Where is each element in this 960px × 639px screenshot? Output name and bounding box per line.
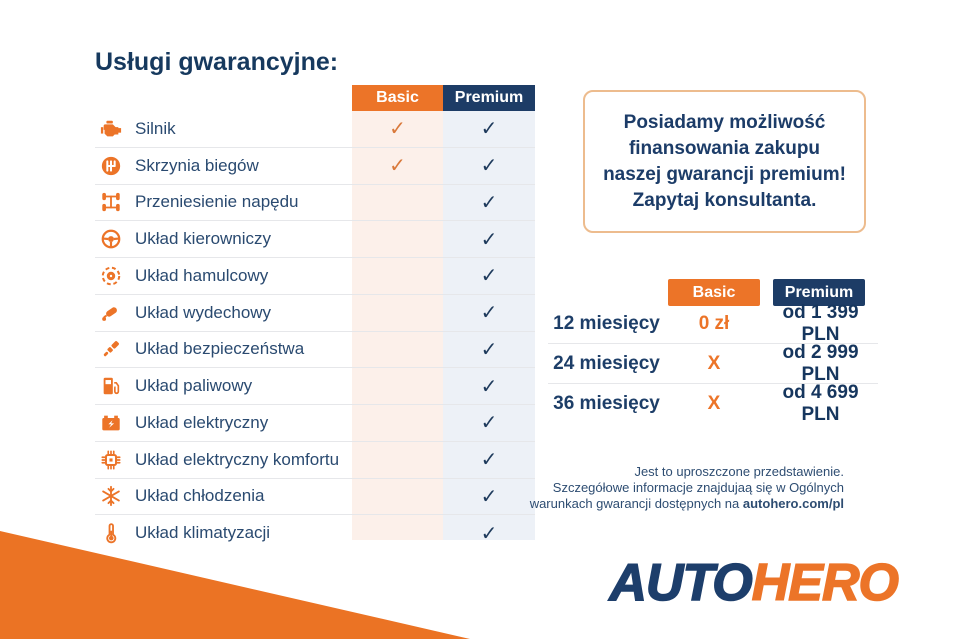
basic-check: ✓ — [389, 118, 406, 141]
table-row — [95, 332, 535, 369]
table-row — [95, 221, 535, 258]
premium-check: ✓ — [480, 522, 498, 545]
warranty-rows — [95, 111, 535, 551]
pricing-row — [548, 383, 878, 423]
pricing-premium-header: Premium — [773, 279, 865, 306]
table-row — [95, 515, 535, 551]
engine-icon — [100, 118, 122, 140]
snowflake-icon — [100, 485, 122, 507]
premium-check: ✓ — [480, 155, 498, 178]
footnote-line: Szczegółowe informacje znajdujaą się w Ogólnych — [552, 480, 844, 495]
warranty-item-label: Układ hamulcowy — [135, 265, 269, 285]
promo-line: Zapytaj konsultanta. — [632, 189, 817, 211]
promo-line: naszej gwarancji premium! — [603, 163, 846, 185]
footnote-line: Jest to uproszczone przedstawienie. — [634, 464, 844, 479]
pricing-premium-value: od 2 999 PLN — [782, 341, 859, 385]
table-row — [95, 148, 535, 185]
promo-line: finansowania zakupu — [628, 137, 821, 159]
basic-check: ✓ — [389, 155, 406, 178]
premium-check: ✓ — [480, 265, 498, 288]
warranty-item-label: Skrzynia biegów — [135, 155, 259, 175]
footnote-line — [500, 496, 844, 512]
drivetrain-icon — [100, 191, 122, 213]
premium-check: ✓ — [480, 118, 498, 141]
warranty-item-label: Układ wydechowy — [135, 302, 272, 322]
table-row — [95, 185, 535, 222]
chip-icon — [100, 449, 122, 471]
pricing-premium-value: od 1 399 PLN — [782, 301, 859, 345]
pricing-period-label: 36 miesięcy — [553, 392, 660, 414]
pricing-row — [548, 301, 878, 345]
pricing-premium-value: od 4 699 PLN — [782, 381, 859, 425]
pricing-rows — [548, 301, 878, 425]
battery-icon — [100, 412, 122, 434]
table-row — [95, 295, 535, 332]
pricing-basic-value: 0 zł — [698, 312, 730, 334]
footnote-line-prefix: warunkach gwarancji dostępnych na — [529, 496, 743, 511]
brake-disc-icon — [100, 265, 122, 287]
table-row — [95, 258, 535, 295]
warranty-item-label: Układ elektryczny komfortu — [135, 449, 340, 469]
premium-check: ✓ — [480, 449, 498, 472]
page-title: Usługi gwarancyjne: — [95, 48, 339, 76]
table-row — [95, 111, 535, 148]
warranty-item-label: Układ chłodzenia — [135, 486, 265, 506]
footnote-url: autohero.com/pl — [742, 496, 844, 511]
premium-check: ✓ — [480, 375, 498, 398]
steering-wheel-icon — [100, 228, 122, 250]
premium-check: ✓ — [480, 485, 498, 508]
warranty-basic-header: Basic — [352, 85, 443, 111]
promo-box — [583, 90, 866, 233]
warranty-item-label: Silnik — [135, 118, 176, 138]
gearbox-icon — [100, 155, 122, 177]
warranty-item-label: Układ klimatyzacji — [135, 523, 271, 543]
warranty-item-label: Układ bezpieczeństwa — [135, 339, 305, 359]
promo-line: Posiadamy możliwość — [623, 111, 826, 133]
warranty-item-label: Układ kierowniczy — [135, 229, 272, 249]
table-row — [95, 368, 535, 405]
table-row — [95, 442, 535, 479]
pricing-period-label: 24 miesięcy — [553, 352, 660, 374]
seatbelt-icon — [100, 338, 122, 360]
warranty-item-label: Układ elektryczny — [135, 412, 269, 432]
warranty-item-label: Układ paliwowy — [135, 376, 253, 396]
table-row — [95, 405, 535, 442]
pricing-basic-value: X — [707, 392, 721, 414]
pricing-basic-header: Basic — [668, 279, 760, 306]
thermometer-icon — [100, 522, 122, 544]
footnote — [500, 464, 844, 512]
fuel-pump-icon — [100, 375, 122, 397]
warranty-premium-header: Premium — [443, 85, 535, 111]
pricing-period-label: 12 miesięcy — [553, 312, 660, 334]
premium-check: ✓ — [480, 228, 498, 251]
table-row — [95, 479, 535, 516]
logo-auto: AUTO — [609, 554, 752, 612]
exhaust-icon — [100, 302, 122, 324]
pricing-row — [548, 343, 878, 383]
premium-check: ✓ — [480, 191, 498, 214]
premium-check: ✓ — [480, 338, 498, 361]
pricing-basic-value: X — [707, 352, 721, 374]
premium-check: ✓ — [480, 302, 498, 325]
warranty-item-label: Przeniesienie napędu — [135, 192, 299, 212]
autohero-logo — [609, 553, 898, 613]
premium-check: ✓ — [480, 412, 498, 435]
logo-hero: HERO — [751, 554, 898, 612]
